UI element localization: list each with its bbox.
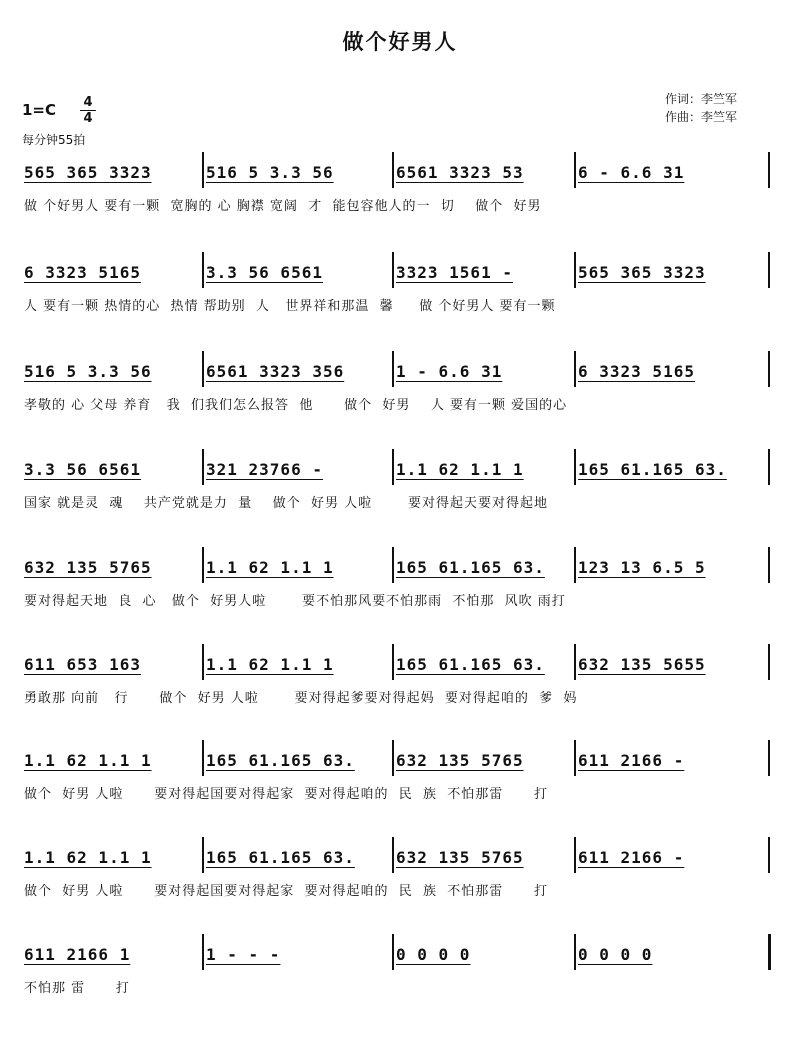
measure: 0 0 0 0: [396, 945, 471, 964]
measure: 6561 3323 356: [206, 362, 345, 381]
bar-line: [574, 740, 576, 776]
bar-line: [392, 934, 394, 970]
bar-line: [768, 644, 770, 680]
tempo-marking: 每分钟55拍: [22, 133, 86, 147]
measure: 165 61.165 63.: [206, 751, 355, 770]
lyric-line: 要对得起天地 良 心 做个 好男人啦 要不怕那风要不怕那雨 不怕那 风吹 雨打: [24, 594, 566, 609]
measure: 165 61.165 63.: [396, 558, 545, 577]
bar-line: [392, 351, 394, 387]
bar-line: [202, 351, 204, 387]
measure: 632 135 5765: [396, 751, 524, 770]
bar-line: [202, 547, 204, 583]
score-system: [0, 158, 800, 248]
time-signature: [80, 96, 96, 125]
bar-line: [202, 252, 204, 288]
lyric-line: 做个 好男 人啦 要对得起国要对得起家 要对得起咱的 民 族 不怕那雷 打: [24, 884, 549, 899]
lyricist-credit: 作词：李竺军: [665, 92, 738, 106]
measure: 1.1 62 1.1 1: [396, 460, 524, 479]
notation-line: [24, 746, 772, 776]
lyric-line: 勇敢那 向前 行 做个 好男 人啦 要对得起爹要对得起妈 要对得起咱的 爹 妈: [24, 691, 578, 706]
bar-line: [768, 152, 770, 188]
bar-line: [202, 837, 204, 873]
measure: 1.1 62 1.1 1: [206, 558, 334, 577]
notation-line: [24, 258, 772, 288]
measure: 1 - 6.6 31: [396, 362, 503, 381]
bar-line: [768, 351, 770, 387]
measure: 321 23766 -: [206, 460, 323, 479]
bar-line: [392, 837, 394, 873]
bar-line: [202, 644, 204, 680]
bar-line: [392, 449, 394, 485]
lyric-line: 不怕那 雷 打: [24, 981, 130, 996]
measure: 611 2166 1: [24, 945, 131, 964]
bar-line: [202, 449, 204, 485]
score-system: [0, 746, 800, 836]
bar-line: [392, 644, 394, 680]
measure: 3323 1561 -: [396, 263, 513, 282]
measure: 632 135 5765: [24, 558, 152, 577]
score-system: [0, 553, 800, 643]
measure: 1 - - -: [206, 945, 281, 964]
measure: 3.3 56 6561: [206, 263, 323, 282]
notation-line: [24, 843, 772, 873]
time-signature-top: 4: [80, 96, 96, 111]
score-system: [0, 258, 800, 348]
measure: 632 135 5655: [578, 655, 706, 674]
measure: 6561 3323 53: [396, 163, 524, 182]
credits: [665, 90, 737, 126]
notation-line: [24, 357, 772, 387]
bar-line: [768, 740, 770, 776]
bar-line: [574, 449, 576, 485]
score-system: [0, 650, 800, 740]
measure: 1.1 62 1.1 1: [24, 751, 152, 770]
lyric-line: 做个 好男 人啦 要对得起国要对得起家 要对得起咱的 民 族 不怕那雷 打: [24, 787, 549, 802]
bar-line: [392, 152, 394, 188]
bar-line: [202, 934, 204, 970]
notation-line: [24, 650, 772, 680]
bar-line: [392, 252, 394, 288]
measure: 611 2166 -: [578, 848, 685, 867]
bar-line: [574, 351, 576, 387]
bar-line: [768, 837, 770, 873]
notation-line: [24, 158, 772, 188]
measure: 611 2166 -: [578, 751, 685, 770]
score-system: [0, 455, 800, 545]
lyric-line: 人 要有一颗 热情的心 热情 帮助别 人 世界祥和那温 馨 做 个好男人 要有一颗: [24, 299, 556, 314]
measure: 6 3323 5165: [24, 263, 141, 282]
measure: 565 365 3323: [578, 263, 706, 282]
notation-line: [24, 455, 772, 485]
measure: 1.1 62 1.1 1: [206, 655, 334, 674]
bar-line: [574, 934, 576, 970]
bar-line: [574, 547, 576, 583]
bar-line: [768, 252, 770, 288]
measure: 165 61.165 63.: [578, 460, 727, 479]
bar-line: [574, 644, 576, 680]
score-system: [0, 940, 800, 1030]
measure: 632 135 5765: [396, 848, 524, 867]
notation-line: [24, 940, 772, 970]
measure: 516 5 3.3 56: [206, 163, 334, 182]
lyric-line: 做 个好男人 要有一颗 宽胸的 心 胸襟 宽阔 才 能包容他人的一 切 做个 好男: [24, 199, 542, 214]
bar-line: [202, 740, 204, 776]
measure: 1.1 62 1.1 1: [24, 848, 152, 867]
lyric-line: 国家 就是灵 魂 共产党就是力 量 做个 好男 人啦 要对得起天要对得起地: [24, 496, 549, 511]
measure: 6 3323 5165: [578, 362, 695, 381]
bar-line: [768, 449, 770, 485]
bar-line: [574, 152, 576, 188]
bar-line: [392, 740, 394, 776]
measure: 6 - 6.6 31: [578, 163, 685, 182]
score-system: [0, 843, 800, 933]
bar-line: [574, 837, 576, 873]
notation-line: [24, 553, 772, 583]
measure: 165 61.165 63.: [206, 848, 355, 867]
measure: 565 365 3323: [24, 163, 152, 182]
measure: 516 5 3.3 56: [24, 362, 152, 381]
measure: 123 13 6.5 5: [578, 558, 706, 577]
song-title: 做个好男人: [342, 30, 458, 54]
lyric-line: 孝敬的 心 父母 养育 我 们我们怎么报答 他 做个 好男 人 要有一颗 爱国的心: [24, 398, 568, 413]
measure: 0 0 0 0: [578, 945, 653, 964]
bar-line: [392, 547, 394, 583]
score-system: [0, 357, 800, 447]
bar-line: [768, 934, 771, 970]
bar-line: [768, 547, 770, 583]
bar-line: [202, 152, 204, 188]
measure: 611 653 163: [24, 655, 141, 674]
key-signature: 1=C: [22, 101, 57, 119]
measure: 3.3 56 6561: [24, 460, 141, 479]
bar-line: [574, 252, 576, 288]
time-signature-bottom: 4: [83, 111, 93, 126]
composer-credit: 作曲：李竺军: [665, 110, 738, 124]
measure: 165 61.165 63.: [396, 655, 545, 674]
